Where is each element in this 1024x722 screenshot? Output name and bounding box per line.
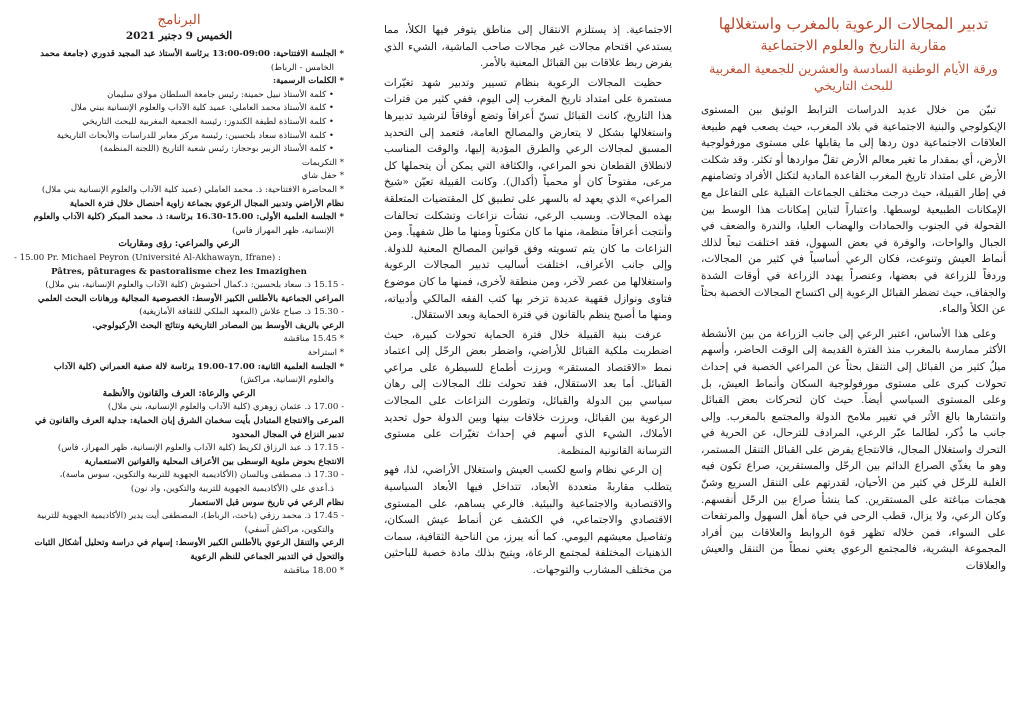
program-item: * التكريمات — [301, 157, 344, 168]
program-item: * الجلسة العلمية الثانية: 17.00-19.00 برئاسة لالة صفية العمراني (كلية الآداب — [53, 361, 344, 372]
article-paragraph-5: عرفت بنية القبيلة خلال فترة الحماية تحولات كبيرة، حيث اضطربت ملكية القبائل للأراضي، واضطر بعض الرحّل إلى اعتماد نمط «الاقتصاد المستقر» وبرزت أطماع للسيطرة على مراعي القبائل. أما بعد الاستقلال، فقد تحولت تلك المجالات إلى رهان سياسي بين الدولة والقبائل، وتطورت النزاعات على المجالات الرعوية بين القبائل، وبرزت خلافات بينها وبين الدولة حول تحديد الأملاك، الشيء الذي أسهم في إحداث تغيّرات على مستوى الترسانة القانونية المنظمة. — [384, 328, 672, 457]
program-session-theme: الرعي والرعاة: العرف والقانون والأنظمة — [102, 388, 256, 399]
program-session-theme: الرعي والمراعي: رؤى ومقاربات — [118, 239, 240, 250]
program-item: الانتجاع بحوض ملوية الوسطى بين الأعراف المحلية والقوانين الاستعمارية — [84, 456, 344, 467]
article-paragraph-3: الاجتماعية. إذ يستلزم الانتقال إلى مناطق يتوفر فيها الكلأ، مما يستدعي اقتحام مجالات غير مجالات صاحب الماشية، الشيء الذي يفرض ربط علاقات بين القبائل المعنية بالأمر. — [384, 24, 672, 70]
program-item: * 18.00 مناقشة — [283, 565, 344, 576]
program-item: - 15.15 ذ. سعاد بلحسين: ذ.كمال أحشوش (كلية الآداب والعلوم الإنسانية، بني ملال) — [45, 280, 344, 291]
program-item: - 17.45 ذ. محمد رزقي (باحث، الرباط)، المصطفى أيت يدير (الأكاديمية الجهوية للتربية — [36, 511, 344, 522]
program-item: نظام الرعي في تاريخ سوس قبل الاستعمار — [189, 497, 344, 508]
article-paragraph-1: تبيّن من خلال عديد الدراسات الترابط الوثيق بين المستوى الإيكولوجي والبنية الاجتماعية في بلاد المغرب، حيث يصعب فهم طبيعة العلاقات الاجتماعية دون ردها إلى ما يقابلها على مستوى مورفولوجية الأرض، أي بمقدار ما تغير معالم الأرض تقلّ مواردها أو تكثر. وقد شكلت الأرض على امتداد تاريخ المغرب القاعدة المادية لتكتل الأفراد وتضامنهم في إطار القبيلة، حيث درجت مختلف الجماعات القبلية على التفاعل مع الإمكانات الطبيعية لوسطها. واعتباراً لتباين إمكانات هذا الوسط بين القحولة في الجنوب والحمادات والهضاب العليا، والندرة والضعف في الجبال والواحات، والوفرة في بعض السهول، فقد اختلفت تبعاً لذلك أنماط العيش وتنوعت، فكان الرعي أساسياً في كثير من المجالات، وردفاً للزراعة في بعضها، وعنصراً يهدد الزراعة في أوقات الشدة والجفاف، حيث تضطر القبائل الرعوية إلى اكتساح المجالات الخصبة بحثاً عن الكلأ والماء. — [701, 104, 1006, 316]
article-title-line2: مقاربة التاريخ والعلوم الاجتماعية — [760, 38, 947, 54]
program-item: - 15.30 ذ. صباح علاش (المعهد الملكي للثقافة الأمازيغية) — [139, 307, 344, 318]
program-item: • كلمة الأستاذة لطيفة الكندوز: رئيسة الجمعية المغربية للبحث التاريخي — [82, 116, 334, 127]
program-item: المرعى والانتجاع المتبادل بأيت سخمان الشرق إبان الحماية: جدلية العرف والقانون في — [34, 416, 344, 427]
article-paragraph-6: إن الرعي نظام واسع لكسب العيش واستغلال الأراضي، لذا، فهو يتطلب مقاربةً متعددة الأبعاد، تتداخل فيها الأبعاد السياسية والاقتصادية والاجتماعية والبيئية. فالرعي يساهم، على المستوى الاقتصادي والاجتماعي، في الكشف عن أنماط عيش السكان، وتفاصيل معيشهم اليومي. كما أنه يبرز، من الناحية الثقافية، سمات الذهنيات المختلفة لمجتمع الرعاة، ويتيح بذلك مادة خصبة للباحثين من مختلف المشارب والتوجهات. — [384, 464, 672, 576]
program-item: * حفل شاي — [301, 171, 344, 182]
program-item: والعلوم الإنسانية، مراكش) — [240, 375, 334, 386]
program-item: - 17.00 ذ. عثمان زوهري (كلية الآداب والعلوم الإنسانية، بني ملال) — [107, 402, 344, 413]
program-item: * الكلمات الرسمية: — [272, 76, 344, 87]
program-item: الخامس - الرباط) — [270, 62, 334, 73]
program-item: - 15.00 Pr. Michael Peyron (Université Al-Akhawayn, Ifrane) : — [14, 252, 281, 263]
article-column-right — [701, 8, 1006, 716]
program-item: - 17.15 ذ. عبد الرزاق لكريط (كلية الآداب والعلوم الإنسانية، ظهر المهراز، فاس) — [57, 443, 344, 454]
program-item: Pâtres, pâturages & pastoralisme chez les Imazighen — [51, 266, 307, 277]
program-item: الرعي والتنقل الرعوي بالأطلس الكبير الأوسط: إسهام في دراسة وتحليل أشكال الثبات — [34, 538, 344, 549]
article-paragraph-2: وعلى هذا الأساس، اعتبر الرعي إلى جانب الزراعة من بين الأنشطة الأكثر ممارسة بالمغرب منذ الفترة القديمة إلى الوقت الحاضر، وأسهم ميلُ كثير من القبائل إلى التنقل بحثاً عن المراعي الخصبة في إحداث تحولات كبرى على مستوى مورفولوجية السكان وأنماط العيش، بل وعلى المستوى السياسي أيضاً. حيث كان لتحركات بعض القبائل وانتشارها بالغ الأثر في تغيير ملامح الدولة والمجتمع بالمغرب. وإلى جانب ما ذُكر، لطالما عبّر الرعي، المرادف للترحال، عن الحرية في التحرك واستغلال المجال، فالانتجاع يفرض على القبائل التنقل المستمر، وهو ما يغذّي الصراع الدائم بين الرحّل والمستقرين، صراع تكون فيه الغلبة للرحّل في كثير من الأحيان، لقدرتهم على التنقل السريع وشنّ هجمات مباغتة على المستقرين. كما ينشأ صراع بين الرحّل أنفسهم. وكان الرعي، ولا يزال، قطب الرحى في حياة أهل السهول والمرتفعات على السواء، فمن خلاله تظهر قوة الروابط والعلاقات بين أفراد المجموعة البشرية، فالمجتمع الرعوي يعني نمطاً من التنقل والعيش والعلاقات — [701, 327, 1006, 573]
program-item: ذ.أعدي علي (الأكاديمية الجهوية للتربية والتكوين، واد نون) — [130, 484, 334, 494]
program-item: * استراحة — [307, 348, 344, 359]
program-item: * 15.45 مناقشة — [283, 334, 344, 345]
program-item: المراعي الجماعية بالأطلس الكبير الأوسط: الخصوصية المجالية ورهانات البحث العلمي — [37, 293, 344, 304]
program-title: البرنامج — [157, 12, 201, 28]
program-item: * الجلسة الافتتاحية: 09:00-13:00 برئاسة الأستاذ عبد المجيد قدوري (جامعة محمد — [40, 49, 344, 59]
program-item: * المحاضرة الافتتاحية: ذ. محمد العاملي (عميد كلية الآداب والعلوم الإنسانية بني ملال) — [41, 184, 344, 195]
program-item: الإنسانية، ظهر المهراز فاس) — [232, 225, 334, 236]
article-title-line1: تدبير المجالات الرعوية بالمغرب واستغلالها — [718, 15, 989, 33]
program-item: نظام الأراضي وتدبير المجال الرعوي بجماعة زاوية أحنصال خلال فترة الحماية — [69, 198, 344, 209]
program-item: - 17.30 ذ. مصطفى وبالسان (الأكاديمية الجهوية للتربية والتكوين، سوس ماسة)، — [59, 470, 344, 481]
program-item: والتحول في التدبير الجماعي للنظم الرعوية — [190, 551, 344, 562]
program-item: • كلمة الأستاذة سعاد بلحسين: رئيسة مركز معابر للدراسات والأبحاث التاريخية — [56, 130, 334, 141]
program-date: الخميس 9 دجنبر 2021 — [125, 30, 233, 42]
program-list — [14, 48, 344, 578]
program-item: تدبير النزاع في المجال المحدود — [231, 429, 344, 440]
article-column-middle — [384, 22, 672, 716]
program-item: * الجلسة العلمية الأولى: 15.00-16.30 برئاسة: ذ. محمد المبكر (كلية الآداب والعلوم — [33, 212, 344, 223]
program-item: • كلمة الأستاذ محمد العاملي: عميد كلية الآداب والعلوم الإنسانية ببني ملال — [70, 103, 334, 114]
program-item: الرعي بالريف الأوسط بين المصادر التاريخية ونتائج البحث الأركيولوجي. — [92, 320, 344, 331]
program-item: والتكوين، مراكش آسفي) — [244, 524, 334, 535]
program-item: • كلمة الأستاذ الزبير بوحجار: رئيس شعبة التاريخ (اللجنة المنظمة) — [100, 144, 334, 155]
article-paragraph-4: حظيت المجالات الرعوية بنظام تسيير وتدبير شهد تغيّرات مستمرة على امتداد تاريخ المغرب إلى اليوم، ففي كثير من فترات هذا التاريخ، كانت القبائل تسنّ أعرافاً وتضع أوفاقاً لترشيد تدبيرها واستغلالها بشكل لا يتعارض والمصالح العامة، فتعمد إلى التحديد المسبق لمجالات الرعي والطرق المؤدية إليها، والوقت المناسب لانطلاق القطعان نحو المراعي، والكثافة التي يمكن أن يتحملها كل مرعى، مفتوحاً كان أو محمياً (أكدال). وكانت القبيلة تعيّن «شيخ المراعي» الذي يعهد له بالسهر على تطبيق كل المقتضيات المتعلقة بهذه المجالات. وبسبب الرعي، نشأت نزاعات وتشكلت تحالفات وأنتجت أعرافاً منظمة، منها ما كان مكتوباً ومنها ما ظل شفهياً. ومن النزاعات ما كان يتم تسويته وفق قوانين المصالح المعنية للدولة. وإلى جانب الأعراف، اختلفت أساليب تدبير المجالات الرعوية واستغلالها من عصر لآخر، ومن منطقة لأخرى، فمنها ما كان موضوع فتاوى ونوازل فقهية عديدة تزخر بها كتب الفقه المالكي وأدبياته، ومنها ما أصبح ينظم بالقانون في فترة الحماية وبعد الاستقلال. — [384, 76, 672, 322]
article-subtitle: ورقة الأيام الوطنية السادسة والعشرين للجمعية المغربية للبحث التاريخي — [709, 61, 998, 93]
program-column — [14, 8, 344, 716]
program-item: • كلمة الأستاذ نبيل حمينة: رئيس جامعة السلطان مولاي سليمان — [107, 89, 334, 100]
article-title-block — [701, 14, 1006, 94]
